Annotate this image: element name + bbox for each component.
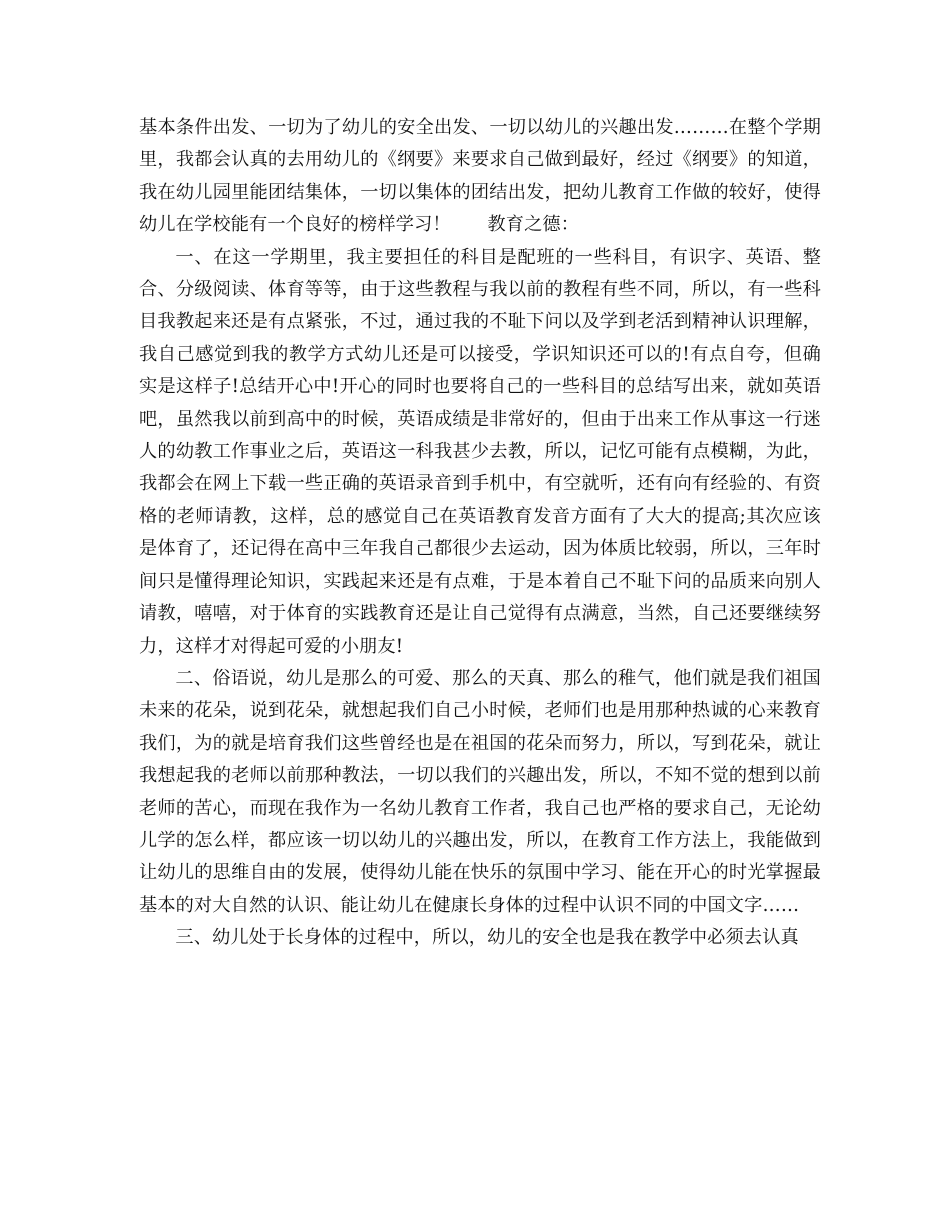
- paragraph-three: 三、幼儿处于长身体的过程中，所以，幼儿的安全也是我在教学中必须去认真: [175, 927, 799, 949]
- body-text: [139, 112, 821, 955]
- paragraph-two: 二、俗语说，幼儿是那么的可爱、那么的天真、那么的稚气，他们就是我们祖国未来的花朵，说到花朵，就想起我们自己小时候，老师们也是用那种热诚的心来教育我们，为的就是培育我们这些曾经也是在祖国的花朵而努力，所以，写到花朵，就让我想起我的老师以前那种教法，一切以我们的兴趣出发，所以，不知不觉的想到以前老师的苦心，而现在我作为一名幼儿教育工作者，我自己也严格的要求自己，无论幼儿学的怎么样，都应该一切以幼儿的兴趣出发，所以，在教育工作方法上，我能做到让幼儿的思维自由的发展，使得幼儿能在快乐的氛围中学习、能在开心的时光掌握最基本的对大自然的认识、能让幼儿在健康长身体的过程中认识不同的中国文字……: [139, 667, 821, 916]
- paragraph-intro: 基本条件出发、一切为了幼儿的安全出发、一切以幼儿的兴趣出发………在整个学期里，我都会认真的去用幼儿的《纲要》来要求自己做到最好，经过《纲要》的知道，我在幼儿园里能团结集体，一切以集体的团结出发，把幼儿教育工作做的较好，使得幼儿在学校能有一个良好的榜样学习！ 教育之德：: [139, 117, 821, 236]
- paragraph-one: 一、在这一学期里，我主要担任的科目是配班的一些科目，有识字、英语、整合、分级阅读、体育等等，由于这些教程与我以前的教程有些不同，所以，有一些科目我教起来还是有点紧张，不过，通过我的不耻下问以及学到老活到精神认识理解，我自己感觉到我的教学方式幼儿还是可以接受，学识知识还可以的!有点自夸，但确实是这样子!总结开心中!开心的同时也要将自己的一些科目的总结写出来，就如英语吧，虽然我以前到高中的时候，英语成绩是非常好的，但由于出来工作从事这一行迷人的幼教工作事业之后，英语这一科我甚少去教，所以，记忆可能有点模糊，为此，我都会在网上下载一些正确的英语录音到手机中，有空就听，还有向有经验的、有资格的老师请教，这样，总的感觉自己在英语教育发音方面有了大大的提高;其次应该是体育了，还记得在高中三年我自己都很少去运动，因为体质比较弱，所以，三年时间只是懂得理论知识，实践起来还是有点难，于是本着自己不耻下问的品质来向别人请教，嘻嘻，对于体育的实践教育还是让自己觉得有点满意，当然，自己还要继续努力，这样才对得起可爱的小朋友!: [139, 246, 821, 657]
